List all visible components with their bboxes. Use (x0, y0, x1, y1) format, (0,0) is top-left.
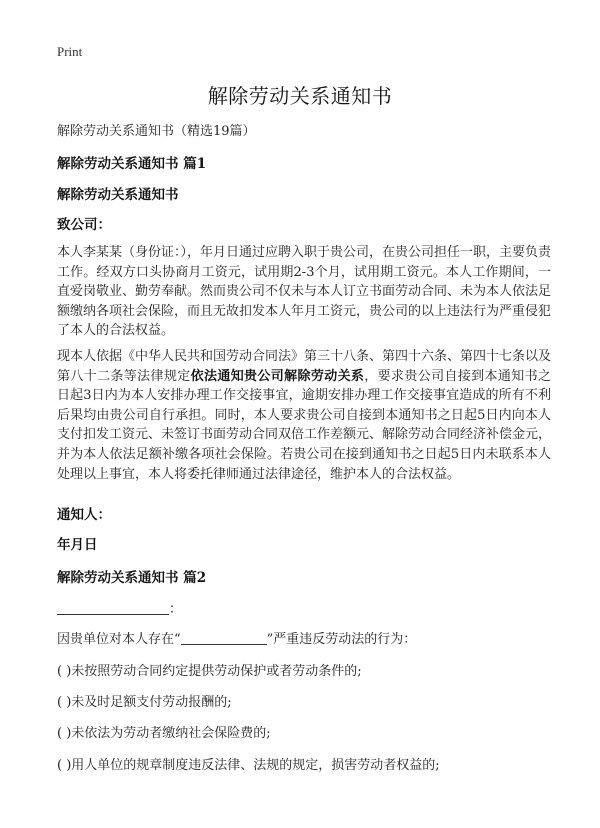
addressee-blank-line (57, 598, 182, 617)
paragraph-2-bold: 依法通知贵公司解除劳动关系 (190, 368, 365, 384)
document-title: 解除劳动关系通知书 (207, 84, 393, 108)
paragraph-2-text-b: ，要求贵公司自接到本通知书之日起3日内为本人安排办理工作交接事宜，逾期安排办理工作交接事宜造成的所有不利后果均由贵公司自行承担。同时，本人要求贵公司自接到本通知书之日起5日内向本人支付扣发工资元、未签订书面劳动合同双倍工作差额元、解除劳动合同经济补偿金元，并为本人依法足额补缴各项社会保险。若贵公司在接到通知书之日起5日内未联系本人处理以上事宜，本人将委托律师通过法律途径，维护本人的合法权益。 (57, 368, 552, 482)
violation-item: ( )用人单位的规章制度违反法律、法规的规定，损害劳动者权益的; (57, 758, 440, 773)
addressee-blank (57, 601, 169, 615)
addressee-colon: ： (169, 602, 183, 617)
print-label[interactable]: Print (57, 44, 83, 59)
paragraph-2-text-a: 现本人依据《中华人民共和国劳动合同法》第三十八条、第四十六条、第四十七条以及第八十二条等法律规定 (57, 349, 552, 384)
notice-date: 年月日 (57, 537, 98, 553)
violation-item: ( )未依法为劳动者缴纳社会保险费的; (57, 726, 271, 741)
paragraph-1: 本人李某某（身份证：），年月日通过应聘入职于贵公司，在贵公司担任一职，主要负责工作。经双方口头协商月工资元，试用期2-3个月，试用期工资元。本人工作期间，一直爱岗敬业、勤劳奉献。然而贵公司不仅未与本人订立书面劳动合同、未为本人依法足额缴纳各项社会保险，而且无故扣发本人年月工资元，贵公司的以上违法行为严重侵犯了本人的合法权益。 (57, 245, 552, 339)
violation-item: ( )未及时足额支付劳动报酬的; (57, 695, 232, 710)
section1-heading: 解除劳动关系通知书 篇1 (57, 156, 207, 172)
section2-intro-b: ”严重违反劳动法的行为： (266, 632, 417, 647)
section2-heading: 解除劳动关系通知书 篇2 (57, 570, 207, 586)
section2-intro (57, 628, 416, 647)
salutation: 致公司： (57, 217, 111, 233)
violation-item: ( )未按照劳动合同约定提供劳动保护或者劳动条件的; (57, 664, 362, 679)
section1-doc-heading: 解除劳动关系通知书 (57, 187, 179, 203)
intro-blank (181, 632, 267, 645)
notifier-label: 通知人： (57, 507, 111, 523)
paragraph-2 (57, 347, 551, 484)
document-subtitle: 解除劳动关系通知书（精选19篇） (57, 124, 256, 139)
section2-intro-a: 因贵单位对本人存在“ (57, 632, 181, 647)
